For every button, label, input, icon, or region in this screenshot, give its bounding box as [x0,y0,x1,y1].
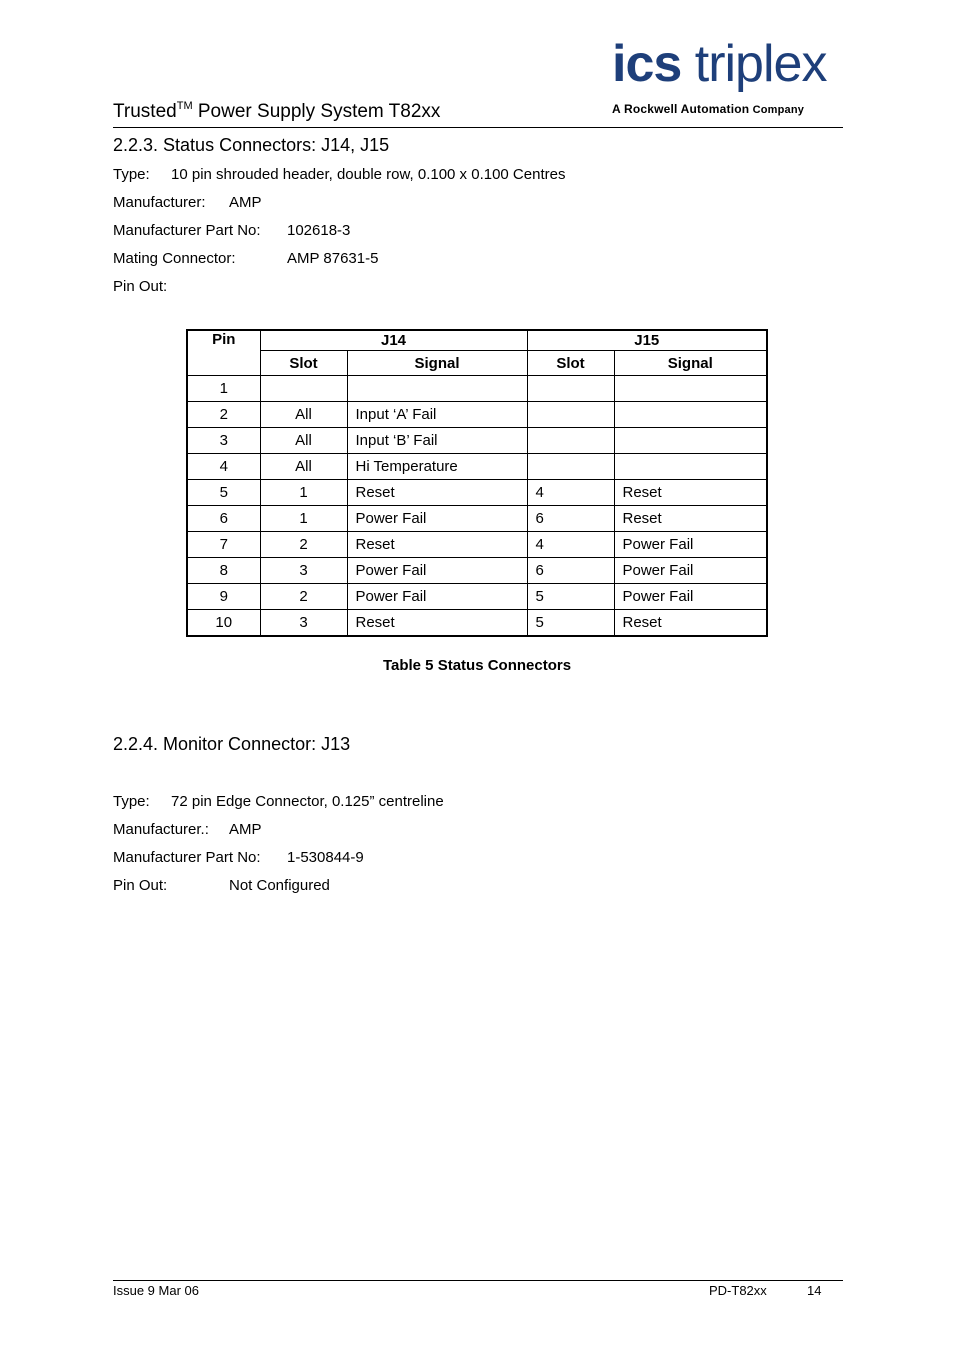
cell-pin: 4 [187,454,260,480]
monitor-section-heading: 2.2.4. Monitor Connector: J13 [113,734,351,754]
logo-sub-bold: A Rockwell Automation [612,102,750,116]
status-type-value: 10 pin shrouded header, double row, 0.100 x 0.100 Centres [171,166,566,183]
status-part-value: 102618-3 [287,222,351,239]
table-row [187,506,767,532]
logo-tagline [612,102,804,116]
cell-j14-signal [347,376,527,402]
cell-pin: 2 [187,402,260,428]
monitor-part-value: 1-530844-9 [287,849,364,866]
status-mating-label: Mating Connector: [113,250,236,267]
cell-pin: 8 [187,558,260,584]
cell-j14-signal: Reset [347,480,527,506]
title-prefix: Trusted [113,101,177,122]
cell-j15-slot [527,454,614,480]
footer-rule [113,1280,843,1281]
cell-j14-signal: Reset [347,532,527,558]
cell-j14-signal: Power Fail [347,558,527,584]
monitor-type-label: Type: [113,793,150,810]
cell-pin: 10 [187,610,260,637]
cell-j14-slot: 1 [260,506,347,532]
logo-brand-light: triplex [681,35,827,93]
footer-doc-id: PD-T82xx [709,1283,767,1298]
cell-j15-signal [614,402,767,428]
monitor-pinout-label: Pin Out: [113,877,168,894]
status-pinout-label: Pin Out: [113,278,168,295]
table-row [187,428,767,454]
cell-j14-slot: 1 [260,480,347,506]
cell-j14-slot: 3 [260,558,347,584]
monitor-pinout-value: Not Configured [229,877,330,894]
cell-j15-slot [527,428,614,454]
table-row [187,610,767,637]
cell-j14-signal: Hi Temperature [347,454,527,480]
table-row [187,584,767,610]
status-part-label: Manufacturer Part No: [113,222,261,239]
monitor-manufacturer-label: Manufacturer.: [113,821,209,838]
logo-wordmark [612,34,826,94]
table-row [187,376,767,402]
header-j15: J15 [527,330,767,351]
monitor-part-line [113,848,364,868]
header-j15-slot: Slot [527,351,614,376]
cell-pin: 5 [187,480,260,506]
table-header-row [187,330,767,351]
monitor-pinout-line [113,876,330,896]
table-row [187,558,767,584]
header-pin: Pin [187,330,260,376]
cell-j14-slot: All [260,402,347,428]
status-type-label: Type: [113,166,150,183]
table-row [187,532,767,558]
monitor-type-value: 72 pin Edge Connector, 0.125” centreline [171,793,444,810]
footer-page-number: 14 [807,1283,822,1298]
monitor-manufacturer-line [113,820,262,840]
cell-pin: 9 [187,584,260,610]
status-manufacturer-label: Manufacturer: [113,194,206,211]
cell-j15-signal: Reset [614,480,767,506]
footer-issue: Issue 9 Mar 06 [113,1283,199,1298]
cell-j15-signal [614,454,767,480]
table-row [187,454,767,480]
cell-j14-signal: Input ‘B’ Fail [347,428,527,454]
table-body [187,376,767,637]
cell-j15-slot [527,402,614,428]
document-title [113,99,440,127]
cell-j15-signal: Power Fail [614,532,767,558]
cell-j14-signal: Power Fail [347,584,527,610]
cell-j15-slot: 4 [527,480,614,506]
cell-j15-slot [527,376,614,402]
cell-j15-signal: Power Fail [614,584,767,610]
cell-pin: 7 [187,532,260,558]
cell-pin: 1 [187,376,260,402]
status-section-heading: 2.2.3. Status Connectors: J14, J15 [113,135,390,155]
header-j14-signal: Signal [347,351,527,376]
status-type-line [113,165,566,185]
cell-j14-slot: All [260,428,347,454]
status-part-line [113,221,351,241]
cell-pin: 3 [187,428,260,454]
logo-brand-bold: ics [612,35,682,93]
company-logo [610,35,844,120]
cell-j14-slot [260,376,347,402]
status-connectors-table [186,329,768,637]
table-row [187,402,767,428]
cell-j15-slot: 5 [527,584,614,610]
header-rule [113,127,843,128]
cell-j14-signal: Input ‘A’ Fail [347,402,527,428]
cell-pin: 6 [187,506,260,532]
cell-j15-signal: Power Fail [614,558,767,584]
cell-j14-signal: Power Fail [347,506,527,532]
status-mating-line [113,249,379,269]
cell-j15-signal [614,428,767,454]
title-suffix: Power Supply System T82xx [192,101,441,122]
cell-j14-slot: 2 [260,532,347,558]
status-manufacturer-line [113,193,262,213]
cell-j15-slot: 5 [527,610,614,637]
cell-j15-signal: Reset [614,610,767,637]
header-j14: J14 [260,330,527,351]
status-mating-value: AMP 87631-5 [287,250,379,267]
monitor-part-label: Manufacturer Part No: [113,849,261,866]
table-caption: Table 5 Status Connectors [382,657,572,674]
cell-j14-slot: 3 [260,610,347,637]
monitor-manufacturer-value: AMP [229,821,262,838]
status-manufacturer-value: AMP [229,194,262,211]
monitor-type-line [113,792,444,812]
table-row [187,480,767,506]
header-j14-slot: Slot [260,351,347,376]
logo-sub-small: Company [749,104,805,116]
cell-j14-slot: 2 [260,584,347,610]
header-j15-signal: Signal [614,351,767,376]
cell-j15-slot: 6 [527,506,614,532]
cell-j15-signal [614,376,767,402]
cell-j15-signal: Reset [614,506,767,532]
cell-j15-slot: 6 [527,558,614,584]
cell-j14-signal: Reset [347,610,527,637]
cell-j14-slot: All [260,454,347,480]
cell-j15-slot: 4 [527,532,614,558]
table-subheader-row [187,351,767,376]
trademark-mark: TM [176,100,193,112]
